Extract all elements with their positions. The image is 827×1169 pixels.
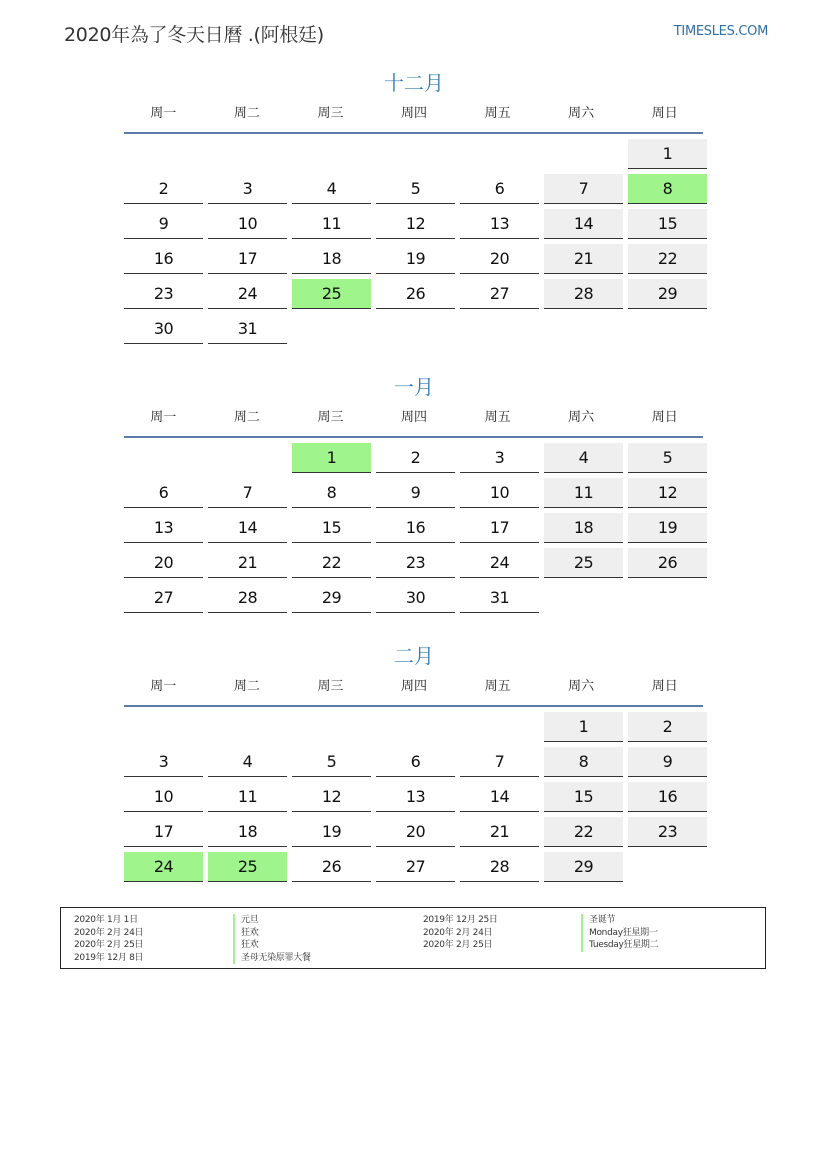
weekday-label: 周二 xyxy=(233,679,260,694)
empty-day-cell xyxy=(628,852,707,882)
day-cell: 15 xyxy=(544,782,623,812)
legend-date: 2020年 2月 24日 xyxy=(74,927,144,938)
empty-day-cell xyxy=(292,139,371,169)
empty-day-cell xyxy=(124,443,203,473)
day-cell: 1 xyxy=(292,443,371,473)
site-logo[interactable]: TIMESLES.COM xyxy=(673,24,768,39)
month-block xyxy=(124,643,704,882)
day-cell: 12 xyxy=(376,209,455,239)
month-block xyxy=(124,374,704,613)
empty-day-cell xyxy=(292,314,371,344)
legend-right-names xyxy=(581,914,658,952)
weekday-label: 周六 xyxy=(568,106,595,121)
day-cell: 28 xyxy=(544,279,623,309)
empty-day-cell xyxy=(124,712,203,742)
day-cell: 25 xyxy=(292,279,371,309)
day-cell: 11 xyxy=(208,782,287,812)
day-cell: 17 xyxy=(208,244,287,274)
day-cell: 9 xyxy=(124,209,203,239)
month-title: 一月 xyxy=(394,375,434,399)
empty-day-cell xyxy=(544,583,623,613)
empty-day-cell xyxy=(208,139,287,169)
day-cell: 12 xyxy=(628,478,707,508)
day-cell: 9 xyxy=(376,478,455,508)
empty-day-cell xyxy=(460,139,539,169)
legend-holiday-name: 狂欢 xyxy=(233,939,311,952)
day-cell: 24 xyxy=(460,548,539,578)
day-cell: 6 xyxy=(460,174,539,204)
day-cell: 16 xyxy=(628,782,707,812)
day-cell: 13 xyxy=(124,513,203,543)
day-cell: 19 xyxy=(376,244,455,274)
legend-date: 2019年 12月 8日 xyxy=(74,952,144,963)
day-cell: 8 xyxy=(544,747,623,777)
month-title: 二月 xyxy=(394,644,434,668)
day-cell: 26 xyxy=(292,852,371,882)
day-cell: 12 xyxy=(292,782,371,812)
day-cell: 25 xyxy=(544,548,623,578)
legend-holiday-name: 圣母无染原罪大餐 xyxy=(233,952,311,965)
legend-date: 2020年 2月 24日 xyxy=(423,927,493,938)
day-cell: 16 xyxy=(124,244,203,274)
day-cell: 11 xyxy=(544,478,623,508)
weekday-label: 周一 xyxy=(150,410,177,425)
day-cell: 17 xyxy=(460,513,539,543)
weekday-label: 周二 xyxy=(233,410,260,425)
day-cell: 21 xyxy=(544,244,623,274)
legend-right-dates xyxy=(423,914,498,952)
weekday-label: 周日 xyxy=(651,679,678,694)
weekday-label: 周日 xyxy=(651,410,678,425)
weekday-header-row xyxy=(124,408,704,428)
weekday-label: 周四 xyxy=(401,106,428,121)
empty-day-cell xyxy=(292,712,371,742)
day-cell: 25 xyxy=(208,852,287,882)
day-cell: 16 xyxy=(376,513,455,543)
weekday-label: 周一 xyxy=(150,679,177,694)
weekday-header-row xyxy=(124,104,704,124)
day-cell: 21 xyxy=(460,817,539,847)
day-cell: 2 xyxy=(376,443,455,473)
day-cell: 7 xyxy=(208,478,287,508)
month-block xyxy=(124,70,704,344)
day-cell: 27 xyxy=(460,279,539,309)
day-cell: 9 xyxy=(628,747,707,777)
day-cell: 27 xyxy=(124,583,203,613)
day-cell: 11 xyxy=(292,209,371,239)
day-cell: 10 xyxy=(124,782,203,812)
day-cell: 23 xyxy=(376,548,455,578)
weekday-label: 周二 xyxy=(233,106,260,121)
empty-day-cell xyxy=(376,712,455,742)
day-cell: 27 xyxy=(376,852,455,882)
legend-holiday-name: 狂欢 xyxy=(233,927,311,940)
legend-holiday-name: 圣诞节 xyxy=(581,914,658,927)
day-cell: 14 xyxy=(460,782,539,812)
day-cell: 3 xyxy=(460,443,539,473)
day-grid xyxy=(124,139,704,344)
day-cell: 1 xyxy=(628,139,707,169)
empty-day-cell xyxy=(208,712,287,742)
day-cell: 3 xyxy=(124,747,203,777)
day-cell: 14 xyxy=(208,513,287,543)
day-cell: 2 xyxy=(124,174,203,204)
day-cell: 2 xyxy=(628,712,707,742)
legend-date: 2019年 12月 25日 xyxy=(423,915,498,925)
day-cell: 17 xyxy=(124,817,203,847)
legend-date: 2020年 2月 25日 xyxy=(423,940,493,950)
page-title: 2020年為了冬天日曆 .(阿根廷) xyxy=(64,24,324,46)
legend-holiday-name: Tuesday狂星期二 xyxy=(581,939,658,952)
header-rule xyxy=(124,132,703,134)
day-cell: 10 xyxy=(208,209,287,239)
day-cell: 30 xyxy=(376,583,455,613)
weekday-header-row xyxy=(124,677,704,697)
day-cell: 31 xyxy=(460,583,539,613)
day-cell: 21 xyxy=(208,548,287,578)
empty-day-cell xyxy=(460,712,539,742)
day-cell: 10 xyxy=(460,478,539,508)
month-title: 十二月 xyxy=(384,71,444,95)
day-cell: 19 xyxy=(292,817,371,847)
day-cell: 20 xyxy=(124,548,203,578)
weekday-label: 周三 xyxy=(317,679,344,694)
weekday-label: 周六 xyxy=(568,410,595,425)
day-cell: 4 xyxy=(544,443,623,473)
empty-day-cell xyxy=(208,443,287,473)
day-cell: 20 xyxy=(376,817,455,847)
weekday-label: 周五 xyxy=(484,679,511,694)
day-cell: 4 xyxy=(292,174,371,204)
day-cell: 18 xyxy=(292,244,371,274)
day-cell: 24 xyxy=(124,852,203,882)
header-rule xyxy=(124,436,703,438)
weekday-label: 周五 xyxy=(484,106,511,121)
day-cell: 28 xyxy=(460,852,539,882)
day-cell: 8 xyxy=(292,478,371,508)
day-cell: 29 xyxy=(628,279,707,309)
weekday-label: 周一 xyxy=(150,106,177,121)
weekday-label: 周五 xyxy=(484,410,511,425)
day-cell: 23 xyxy=(628,817,707,847)
legend-date: 2020年 2月 25日 xyxy=(74,940,144,950)
day-cell: 29 xyxy=(292,583,371,613)
day-cell: 14 xyxy=(544,209,623,239)
day-cell: 5 xyxy=(376,174,455,204)
day-cell: 15 xyxy=(628,209,707,239)
weekday-label: 周四 xyxy=(401,410,428,425)
day-cell: 24 xyxy=(208,279,287,309)
weekday-label: 周四 xyxy=(401,679,428,694)
day-cell: 6 xyxy=(124,478,203,508)
day-cell: 5 xyxy=(292,747,371,777)
day-cell: 13 xyxy=(376,782,455,812)
day-cell: 30 xyxy=(124,314,203,344)
legend-left-names xyxy=(233,914,311,964)
weekday-label: 周三 xyxy=(317,106,344,121)
holiday-legend xyxy=(60,907,766,969)
day-cell: 22 xyxy=(544,817,623,847)
day-cell: 5 xyxy=(628,443,707,473)
empty-day-cell xyxy=(124,139,203,169)
empty-day-cell xyxy=(376,314,455,344)
day-cell: 29 xyxy=(544,852,623,882)
legend-holiday-name: Monday狂星期一 xyxy=(581,927,658,940)
empty-day-cell xyxy=(544,139,623,169)
weekday-label: 周日 xyxy=(651,106,678,121)
day-cell: 26 xyxy=(376,279,455,309)
day-cell: 23 xyxy=(124,279,203,309)
day-cell: 18 xyxy=(544,513,623,543)
header-rule xyxy=(124,705,703,707)
empty-day-cell xyxy=(460,314,539,344)
day-cell: 22 xyxy=(292,548,371,578)
day-cell: 28 xyxy=(208,583,287,613)
day-cell: 26 xyxy=(628,548,707,578)
day-cell: 19 xyxy=(628,513,707,543)
weekday-label: 周三 xyxy=(317,410,344,425)
day-cell: 8 xyxy=(628,174,707,204)
day-grid xyxy=(124,443,704,613)
legend-left-dates xyxy=(74,914,143,964)
day-cell: 7 xyxy=(460,747,539,777)
day-cell: 18 xyxy=(208,817,287,847)
day-cell: 20 xyxy=(460,244,539,274)
empty-day-cell xyxy=(544,314,623,344)
empty-day-cell xyxy=(628,583,707,613)
day-cell: 4 xyxy=(208,747,287,777)
legend-date: 2020年 1月 1日 xyxy=(74,915,138,925)
empty-day-cell xyxy=(376,139,455,169)
day-cell: 6 xyxy=(376,747,455,777)
day-cell: 31 xyxy=(208,314,287,344)
day-cell: 1 xyxy=(544,712,623,742)
weekday-label: 周六 xyxy=(568,679,595,694)
day-cell: 3 xyxy=(208,174,287,204)
day-cell: 15 xyxy=(292,513,371,543)
day-grid xyxy=(124,712,704,882)
empty-day-cell xyxy=(628,314,707,344)
day-cell: 22 xyxy=(628,244,707,274)
legend-holiday-name: 元旦 xyxy=(233,914,311,927)
day-cell: 7 xyxy=(544,174,623,204)
day-cell: 13 xyxy=(460,209,539,239)
